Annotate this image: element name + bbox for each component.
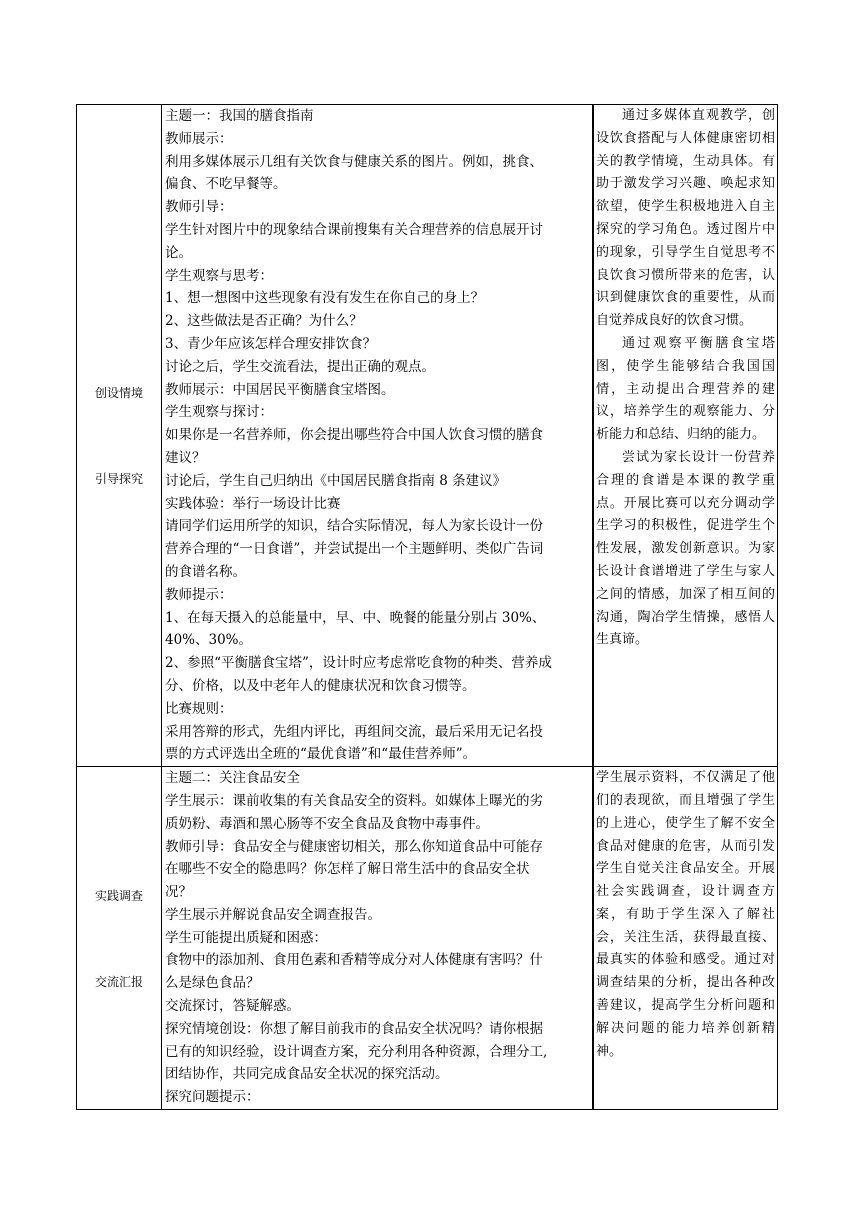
- content-line: 40%、30%。: [165, 632, 253, 649]
- table-row: [77, 105, 778, 767]
- content-line: 1、在每天摄入的总能量中，早、中、晚餐的能量分别占 30%、: [165, 609, 546, 626]
- content-line: 1、想一想图中这些现象有没有发生在你自己的身上？: [165, 290, 485, 307]
- content-line: 实践体验：举行一场设计比赛: [165, 495, 341, 512]
- content-line: 学生展示并解说食品安全调查报告。: [165, 906, 381, 923]
- content-cell: [162, 767, 594, 1110]
- content-line: 偏食、不吃早餐等。: [165, 176, 287, 193]
- notes-paragraph: 通过多媒体直观教学，创设饮食搭配与人体健康密切相关的教学情境，生动具体。有助于激发学习兴趣、唤起求知欲望，使学生积极地进入自主探究的学习角色。透过图片中的现象，引导学生自觉思考不良饮食习惯所带来的危害，认识到健康饮食的重要性，从而自觉养成良好的饮食习惯。: [596, 108, 775, 329]
- stage-cell: [77, 105, 162, 767]
- stage-cell: [77, 767, 162, 1110]
- notes-paragraph: 尝试为家长设计一份营养合理的食谱是本课的教学重点。开展比赛可以充分调动学生学习的积极性，促进学生个性发展，激发创新意识。为家长设计食谱增进了学生与家人之间的情感，加深了相互间的沟通，陶冶学生情操，感悟人生真谛。: [596, 449, 775, 648]
- content-line: 请同学们运用所学的知识，结合实际情况，每人为家长设计一份: [165, 518, 543, 535]
- content-line: 比赛规则：: [165, 700, 233, 717]
- content-line: 讨论后，学生自己归纳出《中国居民膳食指南 8 条建议》: [165, 472, 507, 489]
- content-line: 教师提示：: [165, 586, 233, 603]
- notes-paragraph: 学生展示资料，不仅满足了他们的表现欲，而且增强了学生的上进心，使学生了解不安全食品对健康的危害，从而引发学生自觉关注食品安全。开展社会实践调查，设计调查方案，有助于学生深入了解社会，关注生活，获得最直接、最真实的体验和感受。通过对调查结果的分析，提出各种改善建议，提高学生分析问题和解决问题的能力培养创新精神。: [596, 770, 775, 1059]
- content-line: 营养合理的“一日食谱”，并尝试提出一个主题鲜明、类似广告词: [165, 541, 544, 558]
- content-line: 主题二：关注食品安全: [165, 770, 300, 787]
- notes-cell: [593, 767, 778, 1110]
- stage-labels: [77, 887, 161, 990]
- content-line: 在哪些不安全的隐患吗？你怎样了解日常生活中的食品安全状: [165, 861, 530, 878]
- content-line: 论。: [165, 244, 192, 261]
- content-line: 票的方式评选出全班的“最优食谱”和“最佳营养师”。: [165, 746, 477, 763]
- content-line: 采用答辩的形式，先组内评比，再组间交流，最后采用无记名投: [165, 723, 543, 740]
- content-line: 学生展示：课前收集的有关食品安全的资料。如媒体上曝光的劣: [165, 792, 543, 809]
- stage-labels: [77, 384, 161, 487]
- content-line: 2、这些做法是否正确？为什么？: [165, 313, 363, 330]
- table-row: [77, 767, 778, 1110]
- content-line: 探究情境创设：你想了解目前我市的食品安全状况吗？请你根据: [165, 1020, 543, 1037]
- content-cell: [162, 105, 594, 767]
- stage-label: 创设情境: [94, 386, 143, 401]
- content-line: 3、青少年应该怎样合理安排饮食？: [165, 335, 377, 352]
- content-line: 团结协作，共同完成食品安全状况的探究活动。: [165, 1066, 449, 1083]
- content-line: 分、价格，以及中老年人的健康状况和饮食习惯等。: [165, 677, 476, 694]
- content-line: 利用多媒体展示几组有关饮食与健康关系的图片。例如，挑食、: [165, 153, 543, 170]
- lesson-plan-table: [76, 104, 778, 1110]
- content-line: 讨论之后，学生交流看法，提出正确的观点。: [165, 358, 435, 375]
- notes-cell: [593, 105, 778, 767]
- content-line: 已有的知识经验，设计调查方案，充分利用各种资源，合理分工,: [165, 1043, 548, 1060]
- content-line: 学生观察与探讨：: [165, 404, 273, 421]
- content-line: 如果你是一名营养师，你会提出哪些符合中国人饮食习惯的膳食: [165, 427, 543, 444]
- content-line: 探究问题提示：: [165, 1089, 260, 1106]
- stage-label: 引导探究: [94, 472, 143, 487]
- content-line: 建议？: [165, 449, 206, 466]
- content-line: 学生观察与思考：: [165, 267, 273, 284]
- content-line: 学生针对图片中的现象结合课前搜集有关合理营养的信息展开讨: [165, 221, 543, 238]
- content-line: 主题一：我国的膳食指南: [165, 108, 314, 124]
- content-line: 2、参照“平衡膳食宝塔”，设计时应考虑常吃食物的种类、营养成: [165, 655, 552, 672]
- content-line: 教师展示：中国居民平衡膳食宝塔图。: [165, 381, 395, 398]
- stage-label: 交流汇报: [94, 974, 143, 989]
- content-line: 教师展示：: [165, 130, 233, 147]
- content-line: 么是绿色食品？: [165, 975, 260, 992]
- content-line: 的食谱名称。: [165, 563, 246, 580]
- content-line: 教师引导：: [165, 199, 233, 216]
- stage-label: 实践调查: [94, 888, 143, 903]
- content-line: 交流探讨，答疑解惑。: [165, 998, 300, 1015]
- content-line: 况？: [165, 884, 192, 901]
- notes-paragraph: 通过观察平衡膳食宝塔图，使学生能够结合我国国情，主动提出合理营养的建议，培养学生的观察能力、分析能力和总结、归纳的能力。: [596, 335, 775, 443]
- content-line: 质奶粉、毒酒和黑心肠等不安全食品及食物中毒事件。: [165, 815, 489, 832]
- content-line: 学生可能提出质疑和困惑：: [165, 929, 327, 946]
- content-line: 教师引导：食品安全与健康密切相关，那么你知道食品中可能存: [165, 838, 543, 855]
- content-line: 食物中的添加剂、食用色素和香精等成分对人体健康有害吗？什: [165, 952, 543, 969]
